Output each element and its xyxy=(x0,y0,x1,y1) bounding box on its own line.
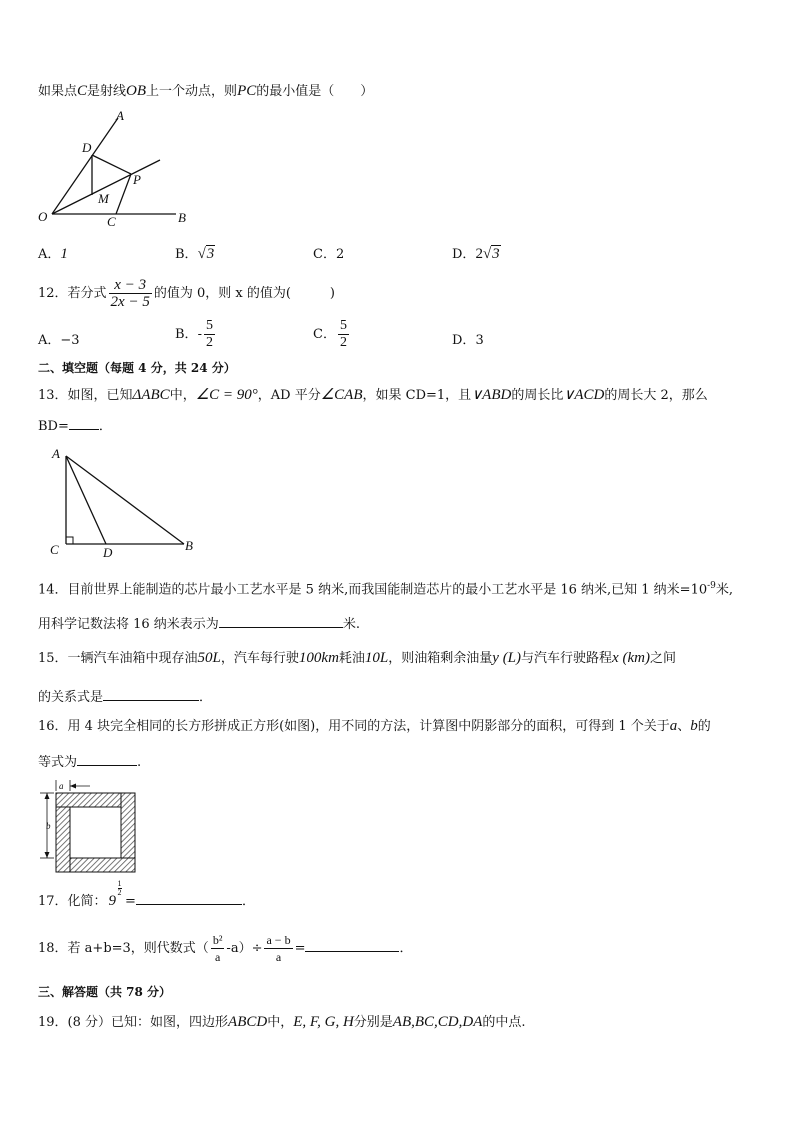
q15-line1: 15．一辆汽车油箱中现存油50L，汽车每行驶100km耗油10L，则油箱剩余油量y (L)与汽车行驶路程x (km)之间 xyxy=(38,650,676,666)
q11-option-c: C．2 xyxy=(313,247,345,262)
fig11-label-p: P xyxy=(133,172,141,187)
fig16-label-a: a xyxy=(59,781,64,791)
fig13-label-b: B xyxy=(185,538,193,553)
q19-stem: 19．(8 分）已知：如图，四边形ABCD中，E, F, G, H分别是AB,BC,CD,DA的中点. xyxy=(38,1014,526,1030)
fig11-label-c: C xyxy=(107,214,116,229)
q11-text-b: 是射线 xyxy=(87,84,127,99)
q11-option-b: B．√3 xyxy=(175,246,215,262)
q17-stem: 17．化简： 9 1 2 = ． xyxy=(38,879,255,909)
q11-text-d: 的最小值是（ ） xyxy=(256,84,374,99)
fig11-label-a: A xyxy=(116,108,124,123)
q17-answer-blank[interactable] xyxy=(136,890,242,905)
q13-stem: 13．如图，已知ΔABC中，∠C = 90°，AD 平分∠CAB，如果 CD=1，且∨ABD的周长比∨ACD的周长大 2，那么 xyxy=(38,387,708,403)
q12-stem: 12．若分式 $\frac{x - 3}{2x - 5}$ 的值为 0，则 x 的值为( ) xyxy=(38,277,335,310)
fig11-label-o: O xyxy=(38,209,48,224)
fig13-label-c: C xyxy=(50,542,59,557)
fig11-label-b: B xyxy=(178,210,186,225)
q12-option-c: C． $\frac{5}{2}$ xyxy=(313,318,347,350)
q12-option-d: D．3 xyxy=(452,333,484,348)
fig11-label-d: D xyxy=(82,140,92,155)
q18-stem: 18．若 a+b=3，则代数式（ $\frac{\text{b²}}{a}$ -a）÷ $\frac{a - b}{a}$ = ． xyxy=(38,933,413,964)
q15-answer-blank[interactable] xyxy=(103,686,199,701)
q11-option-d: D．2√3 xyxy=(452,246,500,262)
q11-figure xyxy=(30,108,200,232)
q12-option-a: A．−3 xyxy=(38,333,80,348)
q14-line1: 14．目前世界上能制造的芯片最小工艺水平是 5 纳米,而我国能制造芯片的最小工艺水平是 16 纳米,已知 1 纳米$=10^{-9}$米, xyxy=(38,581,734,598)
q16-answer-blank[interactable] xyxy=(77,751,137,766)
fig13-label-a: A xyxy=(52,446,60,461)
q14-answer-blank[interactable] xyxy=(219,613,343,628)
q11-var-pc: PC xyxy=(237,83,257,99)
q13-answer-blank[interactable] xyxy=(69,415,99,430)
fig13-label-d: D xyxy=(103,545,113,560)
q13-line2: BD= ． xyxy=(38,415,112,436)
q12-fraction: $\frac{x - 3}{2x - 5}$ xyxy=(110,277,150,310)
q18-answer-blank[interactable] xyxy=(305,937,399,952)
q16-line2: 等式为 . xyxy=(38,751,141,772)
q12-option-b: B．- $\frac{5}{2}$ xyxy=(175,318,213,350)
q11-var-c: C xyxy=(77,83,88,99)
q11-text-a: 如果点 xyxy=(38,84,78,99)
q14-line2: 用科学记数法将 16 纳米表示为 米. xyxy=(38,613,360,634)
section-answer-title: 三、解答题（共 78 分） xyxy=(38,985,172,999)
q16-figure xyxy=(38,778,148,874)
fig11-label-m: M xyxy=(98,191,109,206)
section-fill-in-title: 二、填空题（每题 4 分，共 24 分） xyxy=(38,361,236,375)
q13-figure xyxy=(44,444,204,562)
q15-line2: 的关系式是 ． xyxy=(38,686,212,707)
q11-option-a: A．1 xyxy=(38,246,68,262)
q11-text-c: 上一个动点，则 xyxy=(146,84,238,99)
q11-stem xyxy=(38,82,373,101)
q16-line1: 16．用 4 块完全相同的长方形拼成正方形(如图)，用不同的方法，计算图中阴影部分的面积，可得到 1 个关于a、b的 xyxy=(38,718,711,734)
fig16-label-b: b xyxy=(46,821,51,831)
q17-exponent: 1 2 xyxy=(117,879,122,897)
q11-var-ob: OB xyxy=(126,83,147,99)
